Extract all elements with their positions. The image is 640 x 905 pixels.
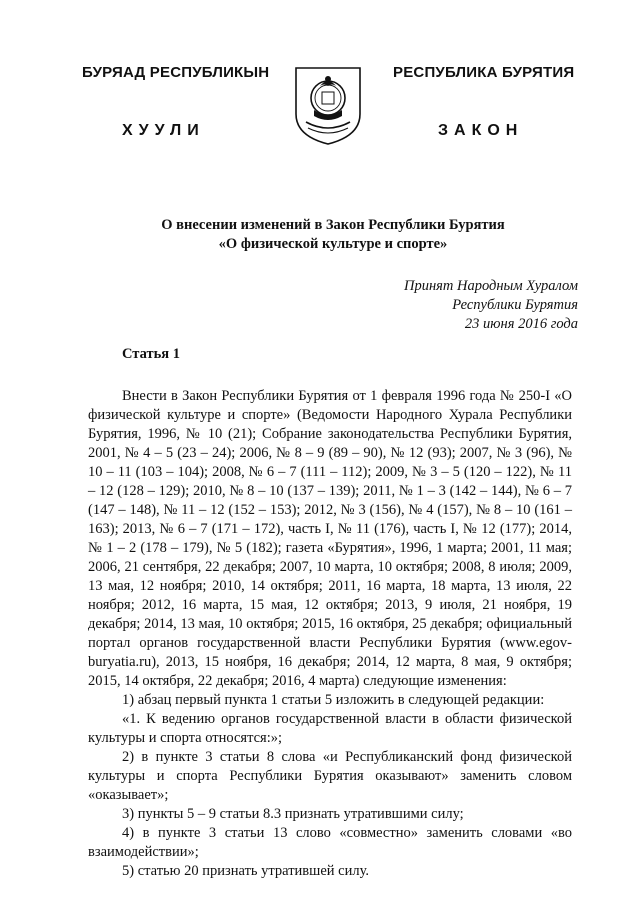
header-left-title: БУРЯАД РЕСПУБЛИКЫН bbox=[82, 64, 270, 81]
paragraph-item-2: 2) в пункте 3 статьи 8 слова «и Республиканский фонд физической культуры и спорта Республики Бурятия оказывают» заменить словом «оказывает»; bbox=[88, 749, 572, 803]
coat-of-arms-icon bbox=[292, 64, 364, 148]
adoption-line-3: 23 июня 2016 года bbox=[464, 316, 578, 332]
title-line-2: «О физической культуре и спорте» bbox=[218, 236, 448, 252]
adoption-note bbox=[404, 277, 578, 334]
paragraph-item-3: 3) пункты 5 – 9 статьи 8.3 признать утратившими силу; bbox=[122, 806, 464, 822]
header-left-law: ХУУЛИ bbox=[122, 122, 205, 139]
paragraph-item-1-text: «1. К ведению органов государственной власти в области физической культуры и спорта относятся:»; bbox=[88, 711, 572, 746]
adoption-line-2: Республики Бурятия bbox=[452, 297, 578, 313]
paragraph-item-5: 5) статью 20 признать утратившей силу. bbox=[122, 863, 369, 879]
paragraph-item-1: 1) абзац первый пункта 1 статьи 5 изложить в следующей редакции: bbox=[122, 692, 545, 708]
paragraph-intro: Внести в Закон Республики Бурятия от 1 февраля 1996 года № 250-I «О физической культуре и спорте» (Ведомости Народного Хурала Республики Бурятия, 1996, № 10 (21); Собрание законодательства Республики Бурятия, 2001, № 4 – 5 (23 – 24); 2006, № 8 – 9 (89 – 90), № 12 (93); 2007, № 3 (96), № 10 – 11 (103 – 104); 2008, № 6 – 7 (111 – 112); 2009, № 3 – 5 (120 – 122), № 11 – 12 (128 – 129); 2010, № 8 – 10 (137 – 139); 2011, № 1 – 3 (142 – 144), № 6 – 7 (147 – 148), № 11 – 12 (152 – 153); 2012, № 3 (156), № 4 (157), № 8 – 10 (161 – 163); 2013, № 6 – 7 (171 – 172), часть I, № 11 (176), часть I, № 12 (177); 2014, № 1 – 2 (178 – 179), № 5 (182); газета «Бурятия», 1996, 1 марта; 2001, 11 мая; 2006, 21 сентября, 22 декабря; 2007, 10 марта, 10 октября; 2008, 8 июля; 2009, 13 мая, 12 ноября; 2010, 14 октября; 2011, 16 марта, 18 марта, 13 июля, 22 ноября; 2012, 16 марта, 15 мая, 12 октября; 2013, 9 июля, 21 ноября, 19 декабря; 2014, 13 мая, 10 октября; 2015, 16 октября, 25 декабря; официальный портал органов государственной власти Республики Бурятия (www.egov-buryatia.ru), 2013, 15 ноября, 16 декабря; 2014, 12 марта, 8 мая, 9 октября; 2015, 14 октября, 22 декабря; 2016, 4 марта) следующие изменения: bbox=[88, 388, 572, 689]
document-body bbox=[88, 387, 572, 881]
adoption-line-1: Принят Народным Хуралом bbox=[403, 278, 578, 294]
document-title bbox=[100, 216, 566, 254]
article-heading: Статья 1 bbox=[122, 346, 180, 362]
paragraph-item-4: 4) в пункте 3 статьи 13 слово «совместно» заменить словами «во взаимодействии»; bbox=[88, 825, 572, 860]
header-right-law: ЗАКОН bbox=[438, 122, 524, 139]
title-line-1: О внесении изменений в Закон Республики Бурятия bbox=[161, 217, 505, 233]
header-right-title: РЕСПУБЛИКА БУРЯТИЯ bbox=[393, 64, 575, 81]
